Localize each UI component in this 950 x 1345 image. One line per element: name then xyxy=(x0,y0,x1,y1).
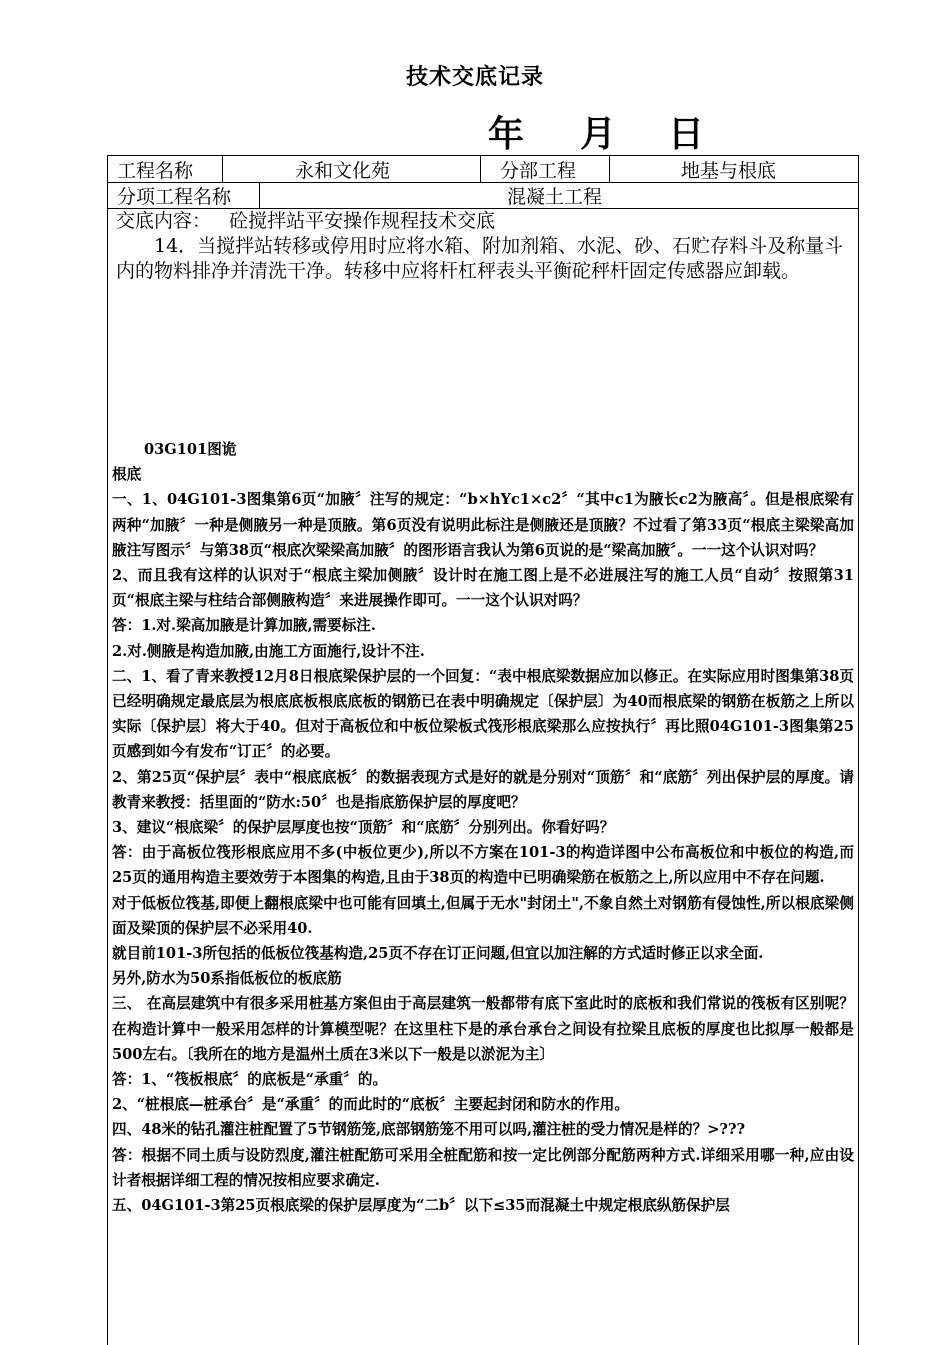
subdivision-label: 分项工程名称 xyxy=(117,186,232,208)
notes-paragraph: 3、建议“根底梁〞的保护层厚度也按“顶筋〞和“底筋〞分别列出。你看好吗？ xyxy=(112,819,615,837)
document-title: 技术交底记录 xyxy=(405,64,544,90)
divider xyxy=(259,183,260,208)
project-value: 永和文化苑 xyxy=(295,159,391,182)
date-line xyxy=(488,106,704,157)
notes-answer: 2.对.侧腋是构造加腋,由施工方面施行,设计不注. xyxy=(112,642,425,660)
notes-paragraph: 三、 在高层建筑中有很多采用桩基方案但由于高层建筑一般都带有底下室此时的底板和我们常说的筏板有区别呢？在构造计算中一般采用怎样的计算模型呢？在这里柱下是的承台承台之间设有拉梁且底板的厚度也比拟厚一般都是500左右。〔我所在的地方是温州土质在3米以下一般是以淤泥为主〕 xyxy=(112,995,854,1063)
divider xyxy=(222,156,223,182)
notes-paragraph: 就目前101-3所包括的低板位筏基构造,25页不存在订正问题,但宜以加注解的方式适时修正以求全面. xyxy=(112,945,764,963)
info-row-project xyxy=(108,156,858,183)
notes-paragraph: 五、04G101-3第25页根底梁的保护层厚度为“二b〞以下≤35而混凝土中规定根底纵筋保护层 xyxy=(112,1197,730,1215)
divider xyxy=(609,156,610,182)
notes-paragraph: 2、而且我有这样的认识对于“根底主梁加侧腋〞设计时在施工图上是不必进展注写的施工人员“自动〞按照第31页“根底主梁与柱结合部侧腋构造〞来进展操作即可。一一这个认识对吗？ xyxy=(112,567,854,610)
content-heading-label: 交底内容： xyxy=(116,210,212,232)
notes-line: 根底 xyxy=(112,466,142,484)
qa-notes xyxy=(112,437,854,1218)
content-heading xyxy=(116,209,854,234)
notes-paragraph: 二、1、看了青来教授12月8日根底梁保护层的一个回复：“表中根底梁数据应加以修正。在实际应用时图集第38页已经明确规定最底层为根底底板根底底板的钢筋已在表中明确规定〔保护层〕为40而根底梁的钢筋在板筋之上所以实际〔保护层〕将大于40。但对于高板位和中板位梁板式筏形根底梁那么应按执行〞再比照04G101-3图集第25页感到如今有发布“订正〞的必要。 xyxy=(112,667,854,761)
date-day: 日 xyxy=(668,114,705,155)
subdivision-value: 混凝土工程 xyxy=(507,186,603,208)
notes-paragraph: 四、48米的钻孔灌注桩配置了5节钢筋笼,底部钢筋笼不用可以吗,灌注桩的受力情况是样的？>??? xyxy=(112,1121,746,1139)
date-year: 年 xyxy=(488,114,525,155)
content-paragraph-14: 14．当搅拌站转移或停用时应将水箱、附加剂箱、水泥、砂、石贮存料斗及称量斗内的物料排净并清洗干净。转移中应将杆杠秤表头平衡砣秤杆固定传感器应卸载。 xyxy=(116,235,844,282)
date-month: 月 xyxy=(580,114,617,155)
divider xyxy=(480,156,481,182)
project-label: 工程名称 xyxy=(117,159,194,182)
notes-answer: 答：根据不同土质与设防烈度,灌注桩配筋可采用全桩配筋和按一定比例部分配筋两种方式.详细采用哪一种,应由设计者根据详细工程的情况按相应要求确定. xyxy=(112,1146,854,1189)
notes-answer: 2、“桩根底—桩承台〞是“承重〞的而此时的“底板〞主要起封闭和防水的作用。 xyxy=(112,1096,629,1114)
content-intro xyxy=(116,209,854,284)
notes-paragraph: 2、第25页“保护层〞表中“根底底板〞的数据表现方式是好的就是分别对“顶筋〞和“底筋〞列出保护层的厚度。请教青来教授：括里面的“防水:50〞也是指底筋保护层的厚度吧？ xyxy=(112,768,854,811)
notes-answer: 答：由于高板位筏形根底应用不多(中板位更少),所以不方案在101-3的构造详图中公布高板位和中板位的构造,而25页的通用构造主要效劳于本图集的构造,且由于38页的构造中已明确梁筋在板筋之上,所以应用中不存在问题. xyxy=(112,844,854,887)
info-row-subdivision xyxy=(108,183,858,209)
notes-paragraph: 对于低板位筏基,即便上翻根底梁中也可能有回填土,但属于无水"封闭土",不象自然土对钢筋有侵蚀性,所以根底梁侧面及梁顶的保护层不必采用40. xyxy=(112,894,854,937)
notes-line: 另外,防水为50系指低板位的板底筋 xyxy=(112,970,342,988)
content-heading-value: 砼搅拌站平安操作规程技术交底 xyxy=(229,210,496,232)
division-label: 分部工程 xyxy=(500,159,577,182)
notes-answer: 答：1.对.梁高加腋是计算加腋,需要标注. xyxy=(112,617,376,635)
division-value: 地基与根底 xyxy=(681,159,777,182)
notes-answer: 答：1、“筏板根底〞的底板是“承重〞的。 xyxy=(112,1071,388,1089)
notes-title: 03G101图诡 xyxy=(144,441,237,458)
record-table xyxy=(107,155,859,1345)
notes-paragraph: 一、1、04G101-3图集第6页“加腋〞注写的规定：“b×hYc1×c2〞“其中c1为腋长c2为腋高〞。但是根底梁有两种“加腋〞一种是侧腋另一种是顶腋。第6页没有说明此标注是侧腋还是顶腋？不过看了第33页“根底主梁梁高加腋注写图示〞与第38页“根底次梁梁高加腋〞的图形语言我认为第6页说的是“梁高加腋〞。一一这个认识对吗？ xyxy=(112,491,854,559)
